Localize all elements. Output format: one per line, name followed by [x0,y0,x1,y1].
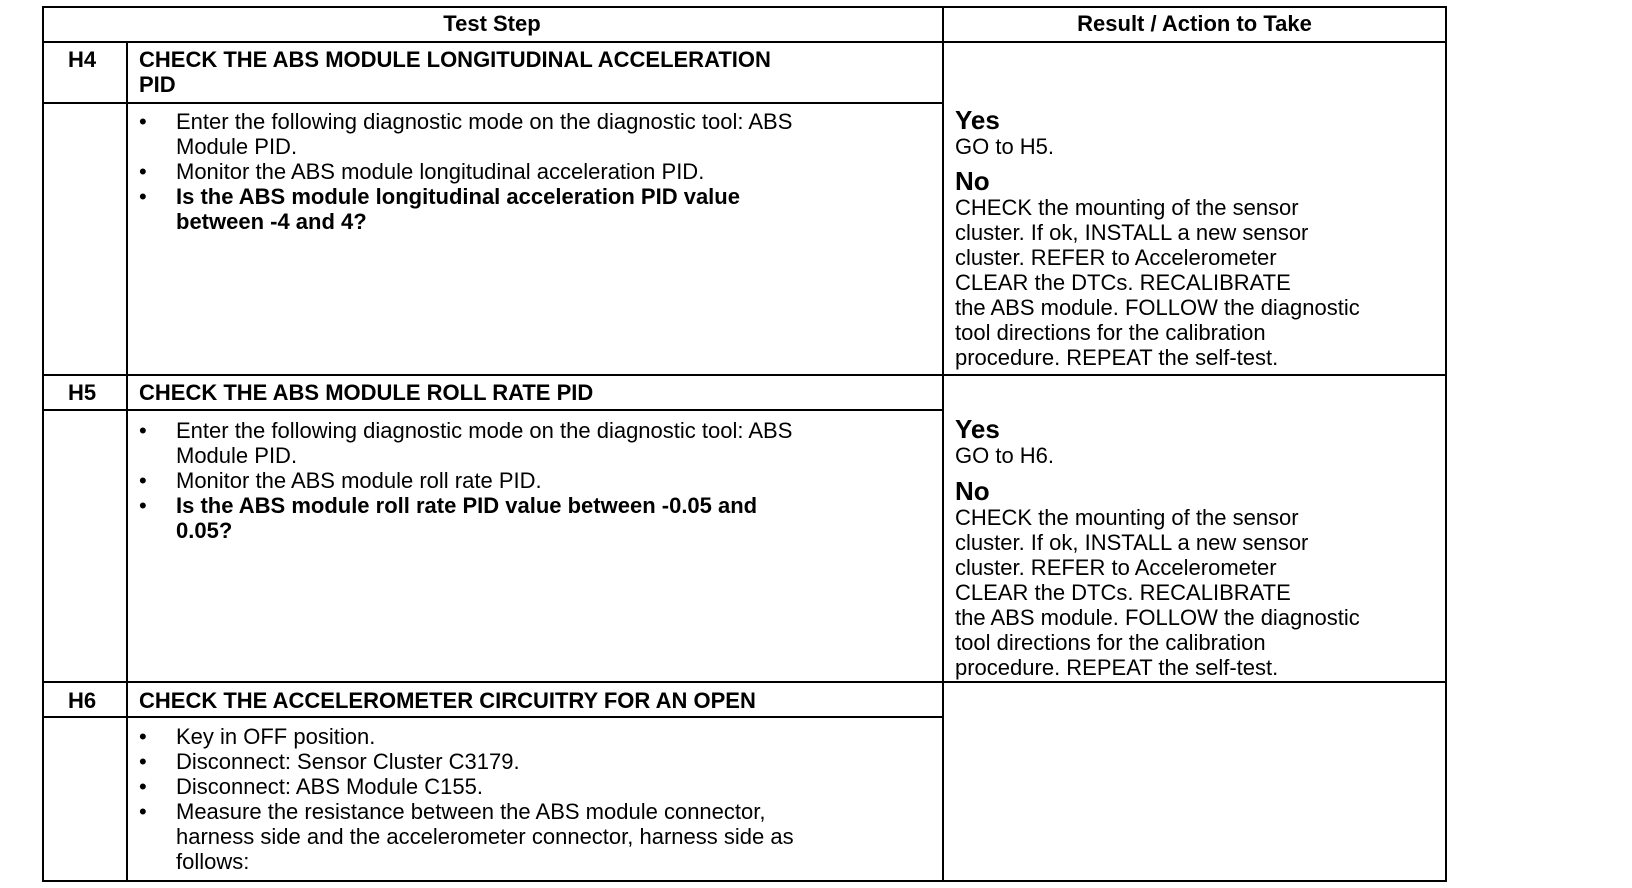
bullet-dot: • [139,418,147,443]
bullet-text: Module PID. [176,443,298,468]
bullet-question: 0.05? [176,518,233,543]
bullet-text: Monitor the ABS module roll rate PID. [176,468,542,493]
bullet-text: Disconnect: ABS Module C155. [176,774,483,799]
bullet-dot: • [139,799,147,824]
bullet-text: Monitor the ABS module longitudinal acceleration PID. [176,159,705,184]
no-action-line: cluster. REFER to Accelerometer [955,555,1277,580]
no-action-line: the ABS module. FOLLOW the diagnostic [955,295,1360,320]
bullet-dot: • [139,724,147,749]
bullet-dot: • [139,468,147,493]
no-action-line: CLEAR the DTCs. RECALIBRATE [955,270,1291,295]
bullet-dot: • [139,159,147,184]
yes-label: Yes [955,414,1000,444]
no-action-line: procedure. REPEAT the self-test. [955,345,1279,370]
column-divider-id-h5 [126,375,128,682]
no-action-line: cluster. If ok, INSTALL a new sensor [955,530,1309,555]
no-action-line: cluster. REFER to Accelerometer [955,245,1277,270]
bullet-text: follows: [176,849,250,874]
h4-title-divider [42,102,942,104]
bullet-text: Enter the following diagnostic mode on the diagnostic tool: ABS [176,418,793,443]
column-divider-id-h6 [126,682,128,882]
no-action-line: tool directions for the calibration [955,630,1266,655]
no-action-line: the ABS module. FOLLOW the diagnostic [955,605,1360,630]
h6-title-divider [42,716,942,718]
bullet-text: Key in OFF position. [176,724,376,749]
bullet-text: harness side and the accelerometer connector, harness side as [176,824,794,849]
no-action-line: CLEAR the DTCs. RECALIBRATE [955,580,1291,605]
bullet-dot: • [139,774,147,799]
no-action-line: CHECK the mounting of the sensor [955,195,1299,220]
step-id-h5: H5 [68,380,97,405]
yes-label: Yes [955,105,1000,135]
bullet-question: Is the ABS module longitudinal acceleration PID value [176,184,740,209]
yes-action: GO to H6. [955,443,1055,468]
bullet-dot: • [139,184,147,209]
no-action-line: procedure. REPEAT the self-test. [955,655,1279,680]
bullet-dot: • [139,493,147,518]
bullet-question: Is the ABS module roll rate PID value between -0.05 and [176,493,758,518]
column-divider-id-h4 [126,42,128,375]
step-id-h4: H4 [68,47,97,72]
step-title-h4-line2: PID [139,72,176,97]
step-title-h5: CHECK THE ABS MODULE ROLL RATE PID [139,380,594,405]
bullet-text: Disconnect: Sensor Cluster C3179. [176,749,520,774]
bullet-text: Module PID. [176,134,298,159]
header-result-action: Result / Action to Take [1077,11,1312,36]
header-test-step: Test Step [443,11,541,36]
bullet-dot: • [139,749,147,774]
yes-action: GO to H5. [955,134,1055,159]
column-divider-main [942,6,944,882]
no-action-line: cluster. If ok, INSTALL a new sensor [955,220,1309,245]
bullet-text: Enter the following diagnostic mode on the diagnostic tool: ABS [176,109,793,134]
step-title-h6: CHECK THE ACCELEROMETER CIRCUITRY FOR AN OPEN [139,688,756,713]
h5-title-divider [42,409,942,411]
h5-row-divider [42,681,1447,683]
h4-row-divider [42,374,1447,376]
header-divider [42,41,1447,43]
bullet-question: between -4 and 4? [176,209,367,234]
no-label: No [955,476,990,506]
bullet-dot: • [139,109,147,134]
no-action-line: tool directions for the calibration [955,320,1266,345]
step-id-h6: H6 [68,688,97,713]
step-title-h4-line1: CHECK THE ABS MODULE LONGITUDINAL ACCELERATION [139,47,771,72]
no-label: No [955,166,990,196]
bullet-text: Measure the resistance between the ABS module connector, [176,799,766,824]
no-action-line: CHECK the mounting of the sensor [955,505,1299,530]
